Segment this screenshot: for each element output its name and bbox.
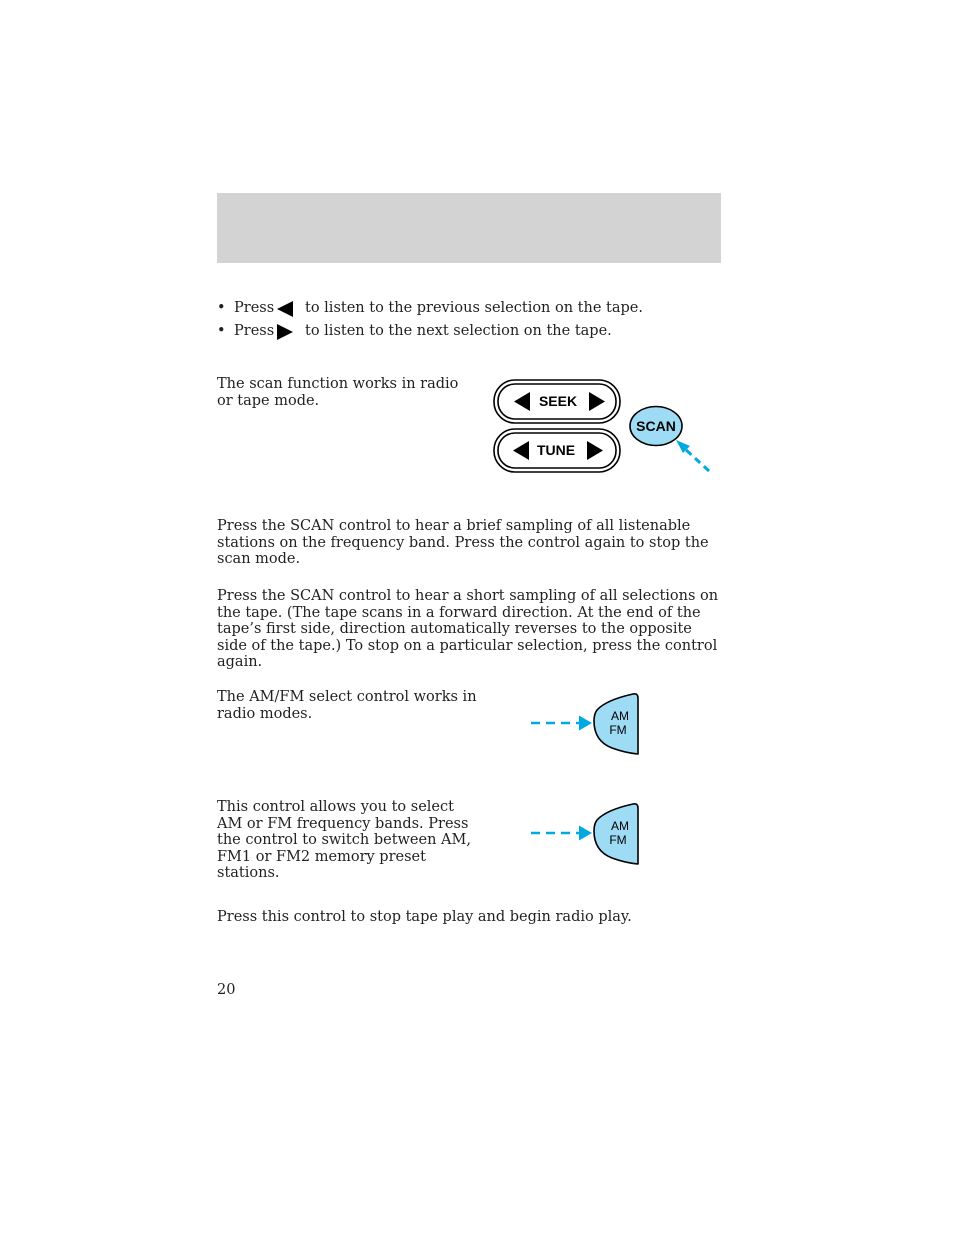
tune-button[interactable] <box>494 429 620 472</box>
amfm-detail-text: This control allows you to select AM or FM frequency bands. Press the control to switch between AM, FM1 or FM2 memory preset stations. <box>217 799 471 881</box>
forward-triangle-icon <box>276 323 294 341</box>
amfm-button-fm-label: FM <box>609 833 627 847</box>
scan-button[interactable] <box>630 407 682 446</box>
rewind-triangle-icon <box>276 300 294 318</box>
tune-label: TUNE <box>536 442 576 458</box>
amfm-button[interactable] <box>594 804 638 864</box>
bullet-press-word: Press <box>234 323 275 339</box>
page-number: 20 <box>217 982 236 998</box>
amfm-button-diagram <box>528 690 648 758</box>
amfm-button[interactable] <box>594 694 638 754</box>
bullet-press-word: Press <box>234 300 275 316</box>
scan-label: SCAN <box>636 418 676 434</box>
amfm-button-am-label: AM <box>611 819 629 833</box>
amfm-button-fm-label: FM <box>609 723 627 737</box>
amfm-button-am-label: AM <box>611 709 629 723</box>
amfm-button-diagram-second <box>528 800 648 868</box>
seek-button[interactable] <box>494 380 620 423</box>
scan-pointer-arrow-icon <box>676 440 709 471</box>
amfm-intro-text: The AM/FM select control works in radio modes. <box>217 689 477 722</box>
amfm-tape-mode-text: Press this control to stop tape play and begin radio play. <box>217 909 632 925</box>
bullet-description: to listen to the next selection on the tape. <box>305 323 612 339</box>
seek-label: SEEK <box>538 393 578 409</box>
scan-tape-mode-text: Press the SCAN control to hear a short sampling of all selections on the tape. (The tape scans in a forward direction. At the end of the tape’s first side, direction automatically reverses to the opposite side of the tape.) To stop on a particular selection, press the control again. <box>217 588 719 670</box>
bullet-marker: • <box>217 323 226 339</box>
section-header-band <box>217 193 721 263</box>
bullet-description: to listen to the previous selection on the tape. <box>305 300 643 316</box>
amfm-pointer-arrow-icon <box>531 826 592 841</box>
seek-tune-scan-diagram <box>490 376 720 480</box>
amfm-pointer-arrow-icon <box>531 716 592 731</box>
bullet-marker: • <box>217 300 226 316</box>
scan-intro-text: The scan function works in radio or tape mode. <box>217 376 459 409</box>
scan-radio-mode-text: Press the SCAN control to hear a brief sampling of all listenable stations on the frequency band. Press the control again to stop the scan mode. <box>217 518 709 567</box>
